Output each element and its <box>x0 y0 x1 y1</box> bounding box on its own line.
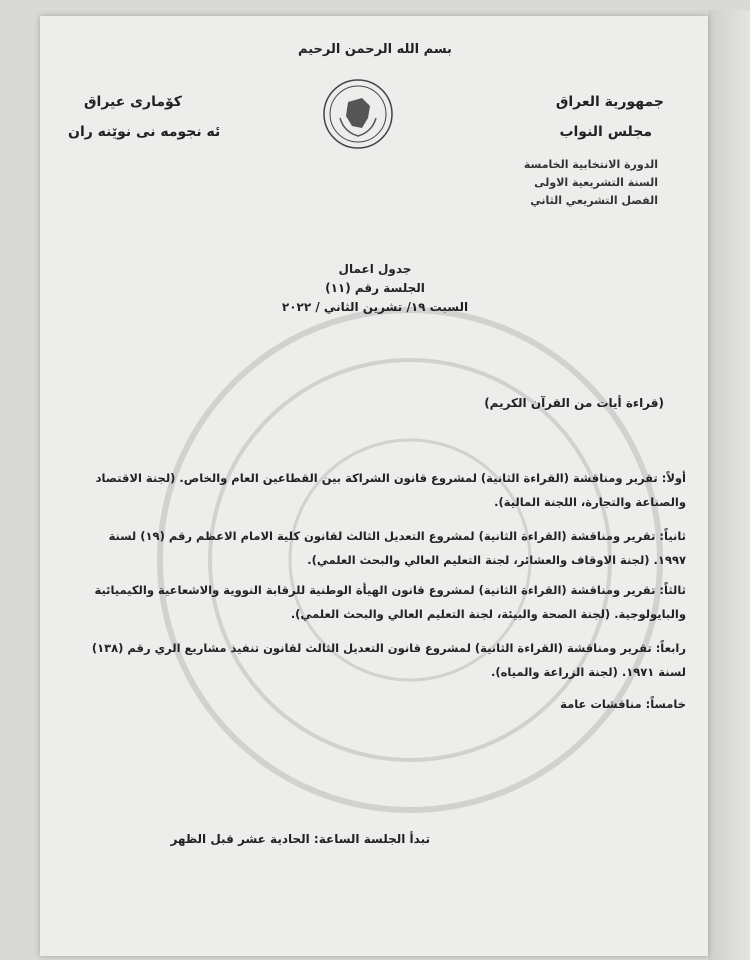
institution-name-kurdish: ئه نجومه نی نوێنه ران <box>68 124 221 140</box>
institution-name: مجلس النواب <box>559 124 652 140</box>
page-edge-shadow <box>708 10 750 960</box>
session-info-line: السنة التشريعية الاولى <box>534 176 658 189</box>
parliament-emblem-icon <box>322 78 394 150</box>
agenda-item <box>86 636 686 684</box>
session-info-line: الدورة الانتخابية الخامسة <box>523 158 658 171</box>
agenda-title: جدول اعمال <box>338 262 412 276</box>
country-name: جمهورية العراق <box>555 94 664 110</box>
session-start-time: تبدأ الجلسة الساعة: الحادية عشر قبل الظهر <box>170 832 430 846</box>
agenda-item-label: خامساً: <box>645 697 686 711</box>
agenda-item <box>86 692 686 716</box>
quran-reading: (قراءة أيات من القرآن الكريم) <box>484 396 664 410</box>
agenda-item-text: تقرير ومناقشة (القراءة الثانية) لمشروع التعديل الثالث لقانون كلية الامام الاعظم رقم (١٩) لسنة ١٩٩٧. (لجنة الاوقاف والعشائر، لجنة التعليم العالي والبحث العلمي). <box>108 529 686 567</box>
agenda-item-label: ثانياً: <box>659 529 686 543</box>
agenda-item <box>86 524 686 572</box>
agenda-item-text: مناقشات عامة <box>560 697 642 711</box>
session-number: الجلسة رقم (١١) <box>325 281 425 295</box>
session-date: السبت ١٩/ تشرين الثاني / ٢٠٢٢ <box>281 300 469 314</box>
agenda-item-label: ثالثاً: <box>659 583 686 597</box>
agenda-item-text: تقرير ومناقشة (القراءة الثانية) لمشروع قانون التعديل الثالث لقانون تنفيذ مشاريع الري رقم (١٣٨) لسنة ١٩٧١. (لجنة الزراعة والمياه). <box>91 641 686 679</box>
agenda-item-label: أولاً: <box>661 471 686 485</box>
basmala: بسم الله الرحمن الرحيم <box>298 42 452 57</box>
agenda-item <box>86 466 686 514</box>
session-info-line: الفصل التشريعي الثاني <box>530 194 658 207</box>
agenda-item <box>86 578 686 626</box>
agenda-item-text: تقرير ومناقشة (القراءة الثانية) لمشروع قانون الشراكة بين القطاعين العام والخاص. (لجنة الاقتصاد والصناعة والتجارة، اللجنة المالية). <box>95 471 686 509</box>
agenda-item-text: تقرير ومناقشة (القراءة الثانية) لمشروع قانون الهيأة الوطنية للرقابة النووية والاشعاعية والكيميائية والبايولوجية. (لجنة الصحة والبيئة، لجنة التعليم العالي والبحث العلمي). <box>94 583 686 621</box>
agenda-item-label: رابعاً: <box>655 641 686 655</box>
country-name-kurdish: كۆماری عیراق <box>84 94 182 110</box>
